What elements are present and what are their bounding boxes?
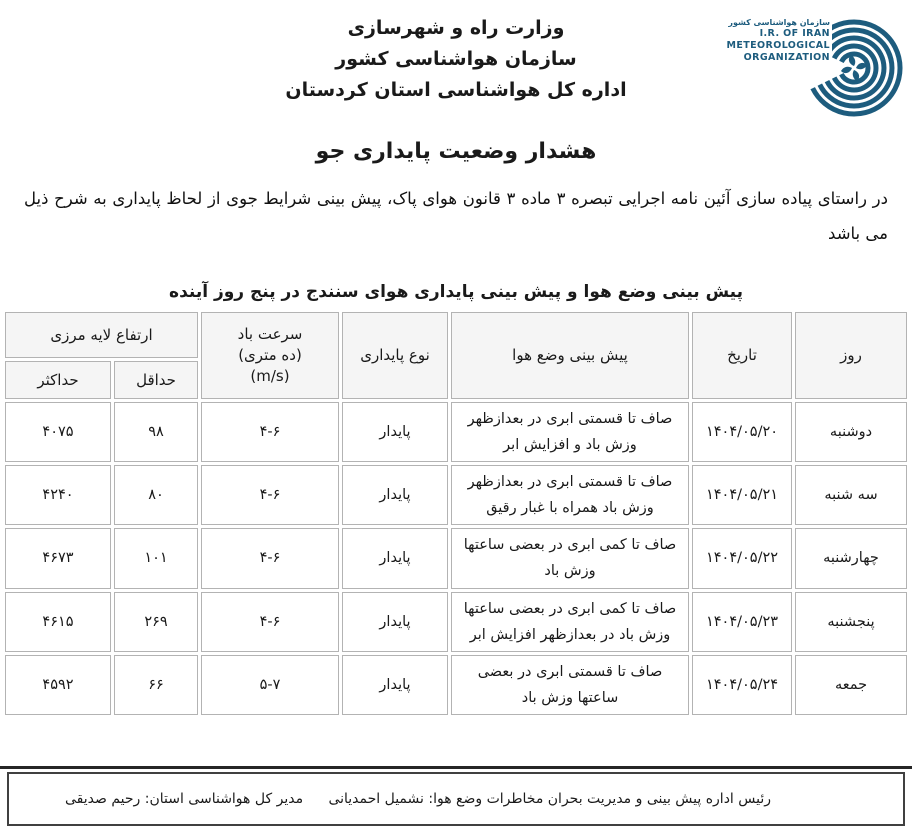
wind-header-line3: (m/s): [250, 366, 290, 385]
logo-caption: [725, 16, 832, 65]
col-header-date: تاریخ: [692, 312, 792, 399]
logo-caption-en1: I.R. OF IRAN: [759, 28, 830, 39]
cell-day: پنجشنبه: [795, 592, 907, 652]
document-title: هشدار وضعیت پایداری جو: [315, 139, 597, 164]
cell-min: ۱۰۱: [114, 528, 198, 588]
col-header-min: حداقل: [114, 361, 198, 399]
col-header-day: روز: [795, 312, 907, 399]
cell-max: ۴۶۷۳: [5, 528, 111, 588]
cell-wind: [201, 465, 339, 525]
table-title: پیش بینی وضع هوا و پیش بینی پایداری هوای سنندج در پنج روز آینده: [169, 281, 743, 302]
cell-day: سه شنبه: [795, 465, 907, 525]
cell-wind: [201, 528, 339, 588]
cell-min: ۸۰: [114, 465, 198, 525]
table-row: [5, 402, 907, 462]
cell-day: چهارشنبه: [795, 528, 907, 588]
cell-date: [692, 592, 792, 652]
cell-date: [692, 655, 792, 715]
cell-forecast: صاف تا قسمتی ابری در بعدازظهر وزش باد و افزایش ابر: [451, 402, 689, 462]
cell-stability: پایدار: [342, 592, 448, 652]
cell-max: ۴۰۷۵: [5, 402, 111, 462]
cell-min: ۹۸: [114, 402, 198, 462]
cell-day: جمعه: [795, 655, 907, 715]
cell-forecast: صاف تا قسمتی ابری در بعضی ساعتها وزش باد: [451, 655, 689, 715]
cell-forecast: صاف تا قسمتی ابری در بعدازظهر وزش باد همراه با غبار رقیق: [451, 465, 689, 525]
col-header-forecast: پیش بینی وضع هوا: [451, 312, 689, 399]
director-general-signature: مدیر کل هواشناسی استان: رحیم صدیقی: [65, 790, 304, 807]
wind-header-line2: (ده متری): [238, 345, 302, 364]
wind-value: ۴-۶: [259, 487, 281, 504]
cell-min: ۲۶۹: [114, 592, 198, 652]
cell-min: ۶۶: [114, 655, 198, 715]
forecast-table: [2, 309, 910, 718]
cell-forecast: صاف تا کمی ابری در بعضی ساعتها وزش باد: [451, 528, 689, 588]
cell-stability: پایدار: [342, 528, 448, 588]
cell-wind: [201, 655, 339, 715]
cell-date: [692, 528, 792, 588]
cell-max: ۴۲۴۰: [5, 465, 111, 525]
wind-value: ۴-۶: [259, 550, 281, 567]
intro-paragraph: در راستای پیاده سازی آئین نامه اجرایی تبصره ۳ ماده ۳ قانون هوای پاک، پیش بینی شرایط جوی از لحاظ پایداری به شرح ذیل می باشد: [24, 189, 888, 244]
organization-name: سازمان هواشناسی کشور: [335, 48, 577, 70]
irimo-logo: [726, 4, 906, 118]
cell-date: [692, 402, 792, 462]
wind-value: ۴-۶: [259, 424, 281, 441]
date-value: ۱۴۰۴/۰۵/۲۰: [705, 424, 779, 441]
table-row: [5, 465, 907, 525]
date-value: ۱۴۰۴/۰۵/۲۲: [705, 550, 779, 567]
date-value: ۱۴۰۴/۰۵/۲۱: [705, 487, 779, 504]
table-row: [5, 655, 907, 715]
logo-caption-en3: ORGANIZATION: [743, 52, 830, 63]
table-row: [5, 528, 907, 588]
col-header-max: حداکثر: [5, 361, 111, 399]
col-header-wind: [201, 312, 339, 399]
cell-forecast: صاف تا کمی ابری در بعضی ساعتها وزش باد در بعدازظهر افزایش ابر: [451, 592, 689, 652]
date-value: ۱۴۰۴/۰۵/۲۴: [705, 676, 779, 693]
forecast-office-head-signature: رئیس اداره پیش بینی و مدیریت بحران مخاطرات وضع هوا: نشمیل احمدیانی: [328, 790, 771, 807]
col-header-boundary-layer: ارتفاع لایه مرزی: [5, 312, 198, 358]
cell-day: دوشنبه: [795, 402, 907, 462]
cell-stability: پایدار: [342, 402, 448, 462]
cell-stability: پایدار: [342, 655, 448, 715]
header-row-main: [5, 312, 907, 358]
cell-date: [692, 465, 792, 525]
wind-value: ۴-۶: [259, 613, 281, 630]
table-row: [5, 592, 907, 652]
col-header-stability: نوع پایداری: [342, 312, 448, 399]
cell-wind: [201, 592, 339, 652]
provincial-office-name: اداره کل هواشناسی استان کردستان: [285, 79, 627, 101]
logo-caption-en2: METEOROLOGICAL: [726, 40, 830, 51]
cell-max: ۴۵۹۲: [5, 655, 111, 715]
wind-value: ۵-۷: [259, 676, 281, 693]
cell-stability: پایدار: [342, 465, 448, 525]
logo-caption-fa: سازمان هواشناسی کشور: [728, 18, 830, 27]
signature-box: [7, 772, 905, 826]
wind-header-line1: سرعت باد: [237, 324, 303, 343]
date-value: ۱۴۰۴/۰۵/۲۳: [705, 613, 779, 630]
ministry-name: وزارت راه و شهرسازی: [347, 17, 565, 39]
cell-max: ۴۶۱۵: [5, 592, 111, 652]
cell-wind: [201, 402, 339, 462]
